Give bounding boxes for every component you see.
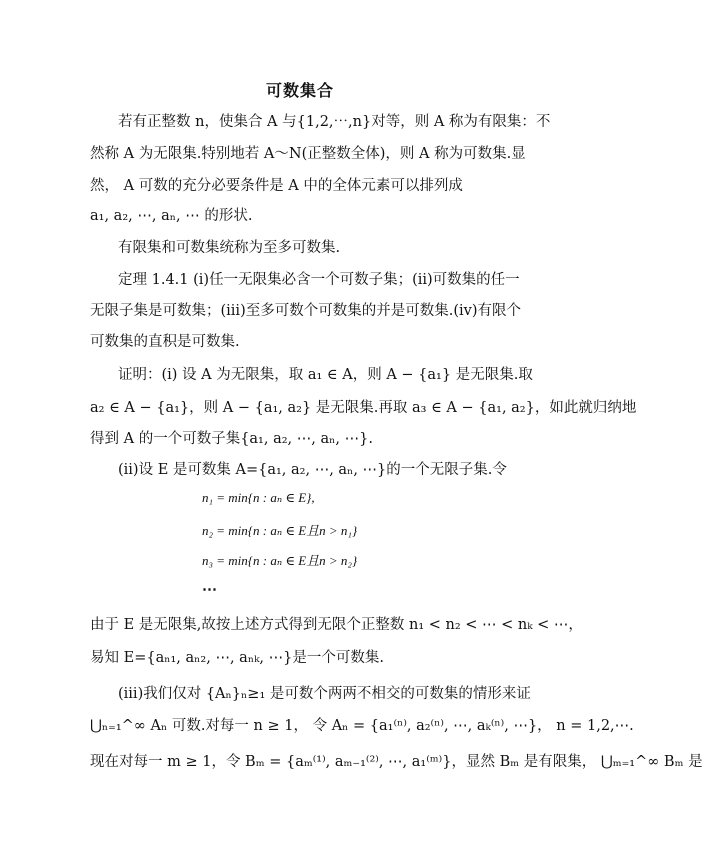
proof-line: 现在对每一 m ≥ 1，令 Bₘ = {aₘ⁽¹⁾, aₘ₋₁⁽²⁾, ⋯, a₁⁽ᵐ⁾}，显然 Bₘ 是有限集， ⋃ₘ₌₁^∞ Bₘ 是 <box>90 754 703 770</box>
proof-line: 易知 E={aₙ₁, aₙ₂, ⋯, aₙₖ, ⋯}是一个可数集. <box>90 650 384 666</box>
theorem-line: 定理 1.4.1 (i)任一无限集必含一个可数子集；(ii)可数集的任一 <box>118 272 520 288</box>
paragraph-line: 然称 A 为无限集.特别地若 A～N(正整数全体)，则 A 称为可数集.显 <box>90 146 526 162</box>
formula-n2: n₂ = min{n : aₙ ∈ E且n > n₁} <box>202 523 358 538</box>
proof-line: 由于 E 是无限集,故按上述方式得到无限个正整数 n₁ < n₂ < ⋯ < nₖ < ⋯， <box>90 617 583 633</box>
proof-line: ⋃ₙ₌₁^∞ Aₙ 可数.对每一 n ≥ 1， 令 Aₙ = {a₁⁽ⁿ⁾, a₂⁽ⁿ⁾, ⋯, aₖ⁽ⁿ⁾, ⋯}， n = 1,2,⋯. <box>90 718 634 734</box>
proof-line: (iii)我们仅对 {Aₙ}ₙ≥₁ 是可数个两两不相交的可数集的情形来证 <box>118 686 531 702</box>
paragraph-line: 若有正整数 n，使集合 A 与{1,2,⋯,n}对等，则 A 称为有限集：不 <box>118 114 551 130</box>
formula-n1: n₁ = min{n : aₙ ∈ E}, <box>202 490 315 505</box>
proof-line: a₂ ∈ A − {a₁}，则 A − {a₁, a₂} 是无限集.再取 a₃ ∈ A − {a₁, a₂}，如此就归纳地 <box>90 400 637 416</box>
page-title: 可数集合 <box>265 81 334 100</box>
theorem-line: 无限子集是可数集；(iii)至多可数个可数集的并是可数集.(iv)有限个 <box>90 303 521 319</box>
formula-n3: n₃ = min{n : aₙ ∈ E且n > n₂} <box>202 553 358 568</box>
proof-line: 证明：(i) 设 A 为无限集，取 a₁ ∈ A，则 A − {a₁} 是无限集.取 <box>118 367 533 383</box>
paragraph-line: a₁, a₂, ⋯, aₙ, ⋯ 的形状. <box>90 208 253 224</box>
paragraph-line: 有限集和可数集统称为至多可数集. <box>118 240 341 256</box>
proof-line: (ii)设 E 是可数集 A={a₁, a₂, ⋯, aₙ, ⋯}的一个无限子集.令 <box>118 462 507 478</box>
proof-line: 得到 A 的一个可数子集{a₁, a₂, ⋯, aₙ, ⋯}. <box>90 431 373 447</box>
paragraph-line: 然， A 可数的充分必要条件是 A 中的全体元素可以排列成 <box>90 178 463 194</box>
theorem-line: 可数集的直积是可数集. <box>90 334 240 350</box>
formula-ellipsis: ⋯ <box>202 580 219 598</box>
